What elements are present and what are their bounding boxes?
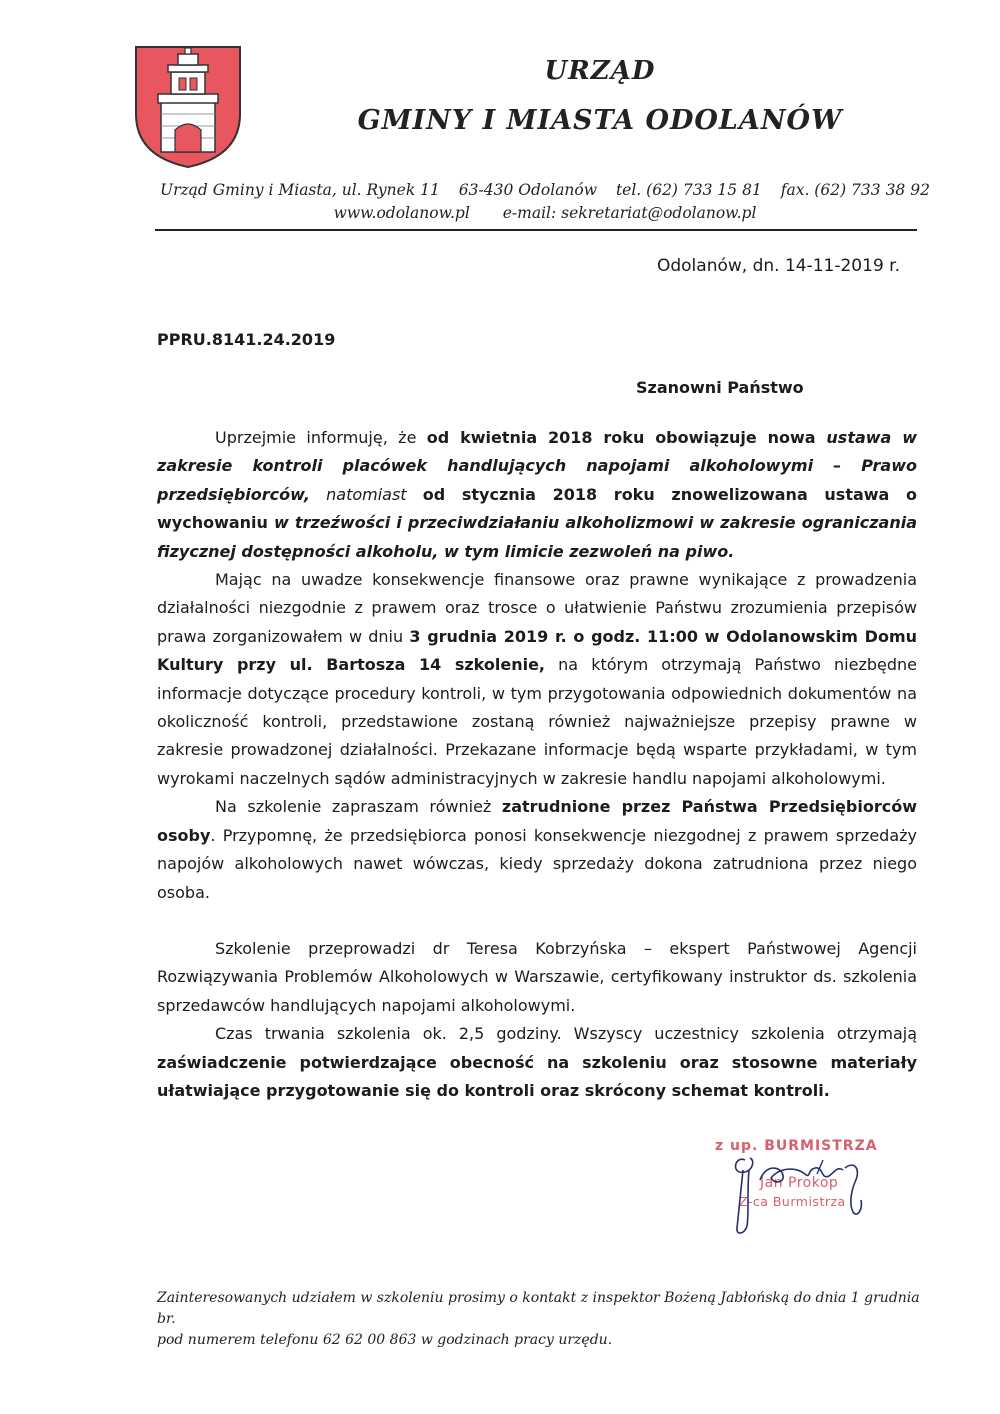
website-link[interactable]: www.odolanow.pl — [333, 204, 470, 222]
office-subtitle: GMINY I MIASTA ODOLANÓW — [357, 105, 843, 136]
stamp-authority: z up. BURMISTRZA — [715, 1138, 878, 1154]
fax: fax. (62) 733 38 92 — [780, 181, 930, 199]
office-title: URZĄD — [544, 56, 656, 86]
stamp-name: Jan Prokop — [760, 1175, 839, 1191]
letter-date: Odolanów, dn. 14-11-2019 r. — [656, 256, 900, 276]
footer-line-2: pod numerem telefonu 62 62 00 863 w godzinach pracy urzędu. — [157, 1332, 613, 1348]
paragraph-1: Uprzejmie informuję, że od kwietnia 2018 roku obowiązuje nowa ustawa w zakresie kontroli placówek handlujących napojami alkoholowymi – Prawo przedsiębiorców, natomiast od stycznia 2018 roku znowelizowana ustawa o wychowaniu w trzeźwości i przeciwdziałaniu alkoholizmowi w zakresie ograniczania fizycznej dostępności alkoholu, w tym limicie zezwoleń na piwo. — [157, 428, 917, 561]
contact-line-1 — [150, 181, 940, 199]
letter-body — [157, 424, 917, 1105]
address: Urząd Gminy i Miasta, ul. Rynek 11 — [160, 181, 440, 199]
contact-line-2 — [150, 204, 940, 222]
footer-note — [157, 1288, 927, 1351]
phone: tel. (62) 733 15 81 — [615, 181, 762, 199]
stamp-position: Z-ca Burmistrza — [739, 1194, 846, 1209]
footer-line-1: Zainteresowanych udziałem w szkoleniu prosimy o kontakt z inspektor Bożeną Jabłońską do dnia 1 grudnia br. — [157, 1290, 920, 1327]
paragraph-4: Szkolenie przeprowadzi dr Teresa Kobrzyńska – ekspert Państwowej Agencji Rozwiązywania Problemów Alkoholowych w Warszawie, certyfikowany instruktor ds. szkolenia sprzedawców handlujących napojami alkoholowymi. — [157, 938, 917, 1015]
header-divider — [155, 229, 917, 231]
email-link[interactable]: e-mail: sekretariat@odolanow.pl — [502, 204, 757, 222]
salutation: Szanowni Państwo — [636, 378, 804, 397]
coat-of-arms-icon — [133, 44, 243, 170]
reference-number: PPRU.8141.24.2019 — [157, 330, 336, 349]
official-stamp — [705, 1130, 885, 1240]
paragraph-3: Na szkolenie zapraszam również zatrudnione przez Państwa Przedsiębiorców osoby. Przypomnę, że przedsiębiorca ponosi konsekwencje niezgodnej z prawem sprzedaży napojów alkoholowych nawet wówczas, kiedy sprzedaży dokona zatrudniona przez niego osoba. — [157, 797, 917, 902]
signature-icon — [705, 1130, 885, 1240]
postal-code: 63-430 Odolanów — [458, 181, 598, 199]
paragraph-5: Czas trwania szkolenia ok. 2,5 godziny. Wszyscy uczestnicy szkolenia otrzymają zaświadczenie potwierdzające obecność na szkoleniu oraz stosowne materiały ułatwiające przygotowanie się do kontroli oraz skrócony schemat kontroli. — [157, 1024, 917, 1100]
paragraph-2: Mając na uwadze konsekwencje finansowe oraz prawne wynikające z prowadzenia działalności niezgodnie z prawem oraz trosce o ułatwienie Państwu zrozumienia przepisów prawa zorganizowałem w dniu 3 grudnia 2019 r. o godz. 11:00 w Odolanowskim Domu Kultury przy ul. Bartosza 14 szkolenie, na którym otrzymają Państwo niezbędne informacje dotyczące procedury kontroli, w tym przygotowania odpowiednich dokumentów na okoliczność kontroli, przedstawione zostaną również najważniejsze przepisy prawne w zakresie prowadzonej działalności. Przekazane informacje będą wsparte przykładami, w tym wyrokami naczelnych sądów administracyjnych w zakresie handlu napojami alkoholowymi. — [157, 570, 918, 788]
